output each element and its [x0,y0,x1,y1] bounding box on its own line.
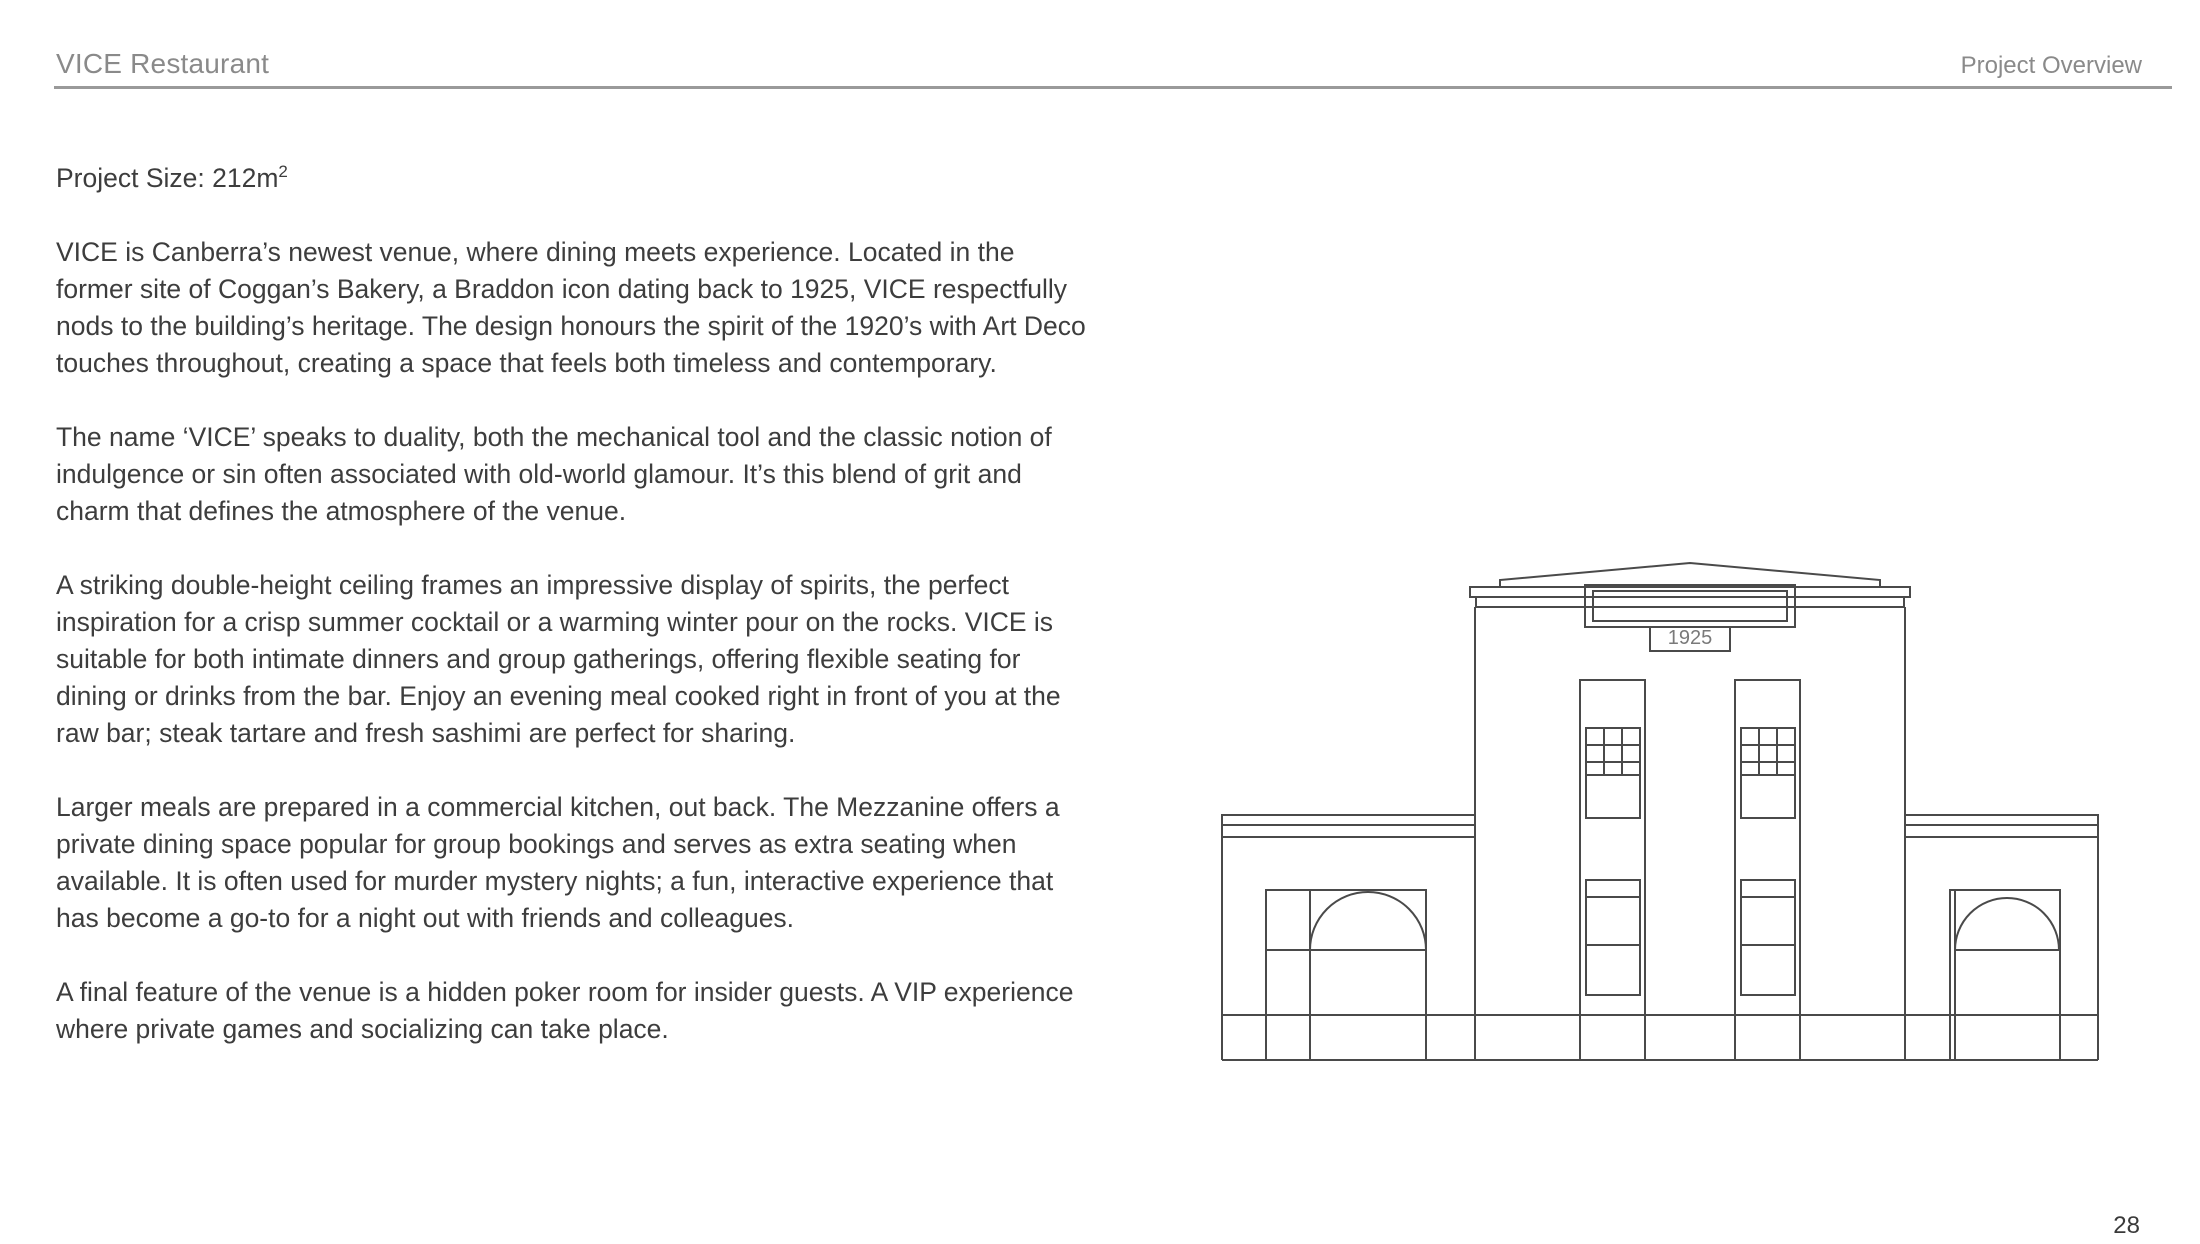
paragraph-name: The name ‘VICE’ speaks to duality, both the mechanical tool and the classic notion of indulgence or sin often associated with old-world glamour. It’s this blend of grit and charm that defines the atmosphere of the venue. [56,422,1052,526]
header-divider [54,86,2172,89]
left-wing-opening [1266,890,1426,1060]
project-overview-text [56,160,1096,1085]
paragraph-kitchen: Larger meals are prepared in a commercial kitchen, out back. The Mezzanine offers a private dining space popular for group bookings and serves as extra seating when available. It is often used for murder mystery nights; a fun, interactive experience that has become a go-to for a night out with friends and colleagues. [56,792,1060,933]
left-pilaster [1580,680,1645,1060]
left-upper-window [1586,728,1640,818]
page-number: 28 [2113,1212,2140,1239]
parapet-ledge [1476,597,1904,607]
left-wing-ledge [1222,825,1475,837]
right-upper-window [1741,728,1795,818]
building-elevation-illustration [1220,555,2100,1075]
project-size-unit-exponent: 2 [278,162,288,182]
left-arch-window [1310,892,1426,950]
project-size [56,160,1096,197]
parapet-roofline [1500,563,1880,587]
right-arch-window [1955,898,2059,950]
project-size-label: Project Size: 212m [56,163,279,193]
paragraph-intro: VICE is Canberra’s newest venue, where dining meets experience. Located in the former site of Coggan’s Bakery, a Braddon icon dating back to 1925, VICE respectfully nods to the building’s heritage. The design honours the spirit of the 1920’s with Art Deco touches throughout, creating a space that feels both timeless and contemporary. [56,237,1086,378]
right-pilaster [1735,680,1800,1060]
building-elevation-svg [1220,555,2100,1075]
paragraph-poker-room: A final feature of the venue is a hidden poker room for insider guests. A VIP experience where private games and socializing can take place. [56,977,1074,1044]
document-title: VICE Restaurant [56,48,270,79]
right-wing-cornice [1905,815,2098,825]
paragraph-ceiling: A striking double-height ceiling frames an impressive display of spirits, the perfect inspiration for a crisp summer cocktail or a warming winter pour on the rocks. VICE is suitable for both intimate dinners and group gatherings, offering flexible seating for dining or drinks from the bar. Enjoy an evening meal cooked right in front of you at the raw bar; steak tartare and fresh sashimi are perfect for sharing. [56,570,1061,748]
right-wing-opening [1950,890,2060,1060]
right-wing-ledge [1905,825,2098,837]
left-wing-cornice [1222,815,1475,825]
year-plaque-text: 1925 [1667,627,1713,649]
section-title: Project Overview [1960,52,2142,79]
